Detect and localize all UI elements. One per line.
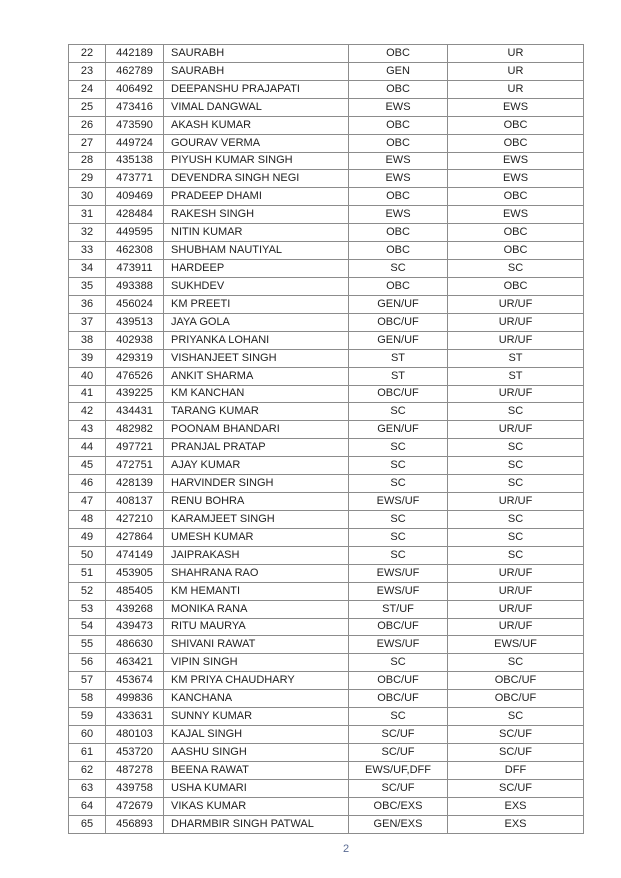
cell-candidate-name: KAJAL SINGH [164,726,349,744]
cell-serial-number: 25 [69,98,106,116]
cell-roll-number: 439758 [106,779,164,797]
cell-category: ST [349,349,448,367]
table-row [69,743,584,761]
table-row [69,779,584,797]
cell-allotted-category: OBC [448,188,584,206]
cell-allotted-category: EWS/UF [448,636,584,654]
cell-roll-number: 408137 [106,493,164,511]
table-row [69,726,584,744]
cell-candidate-name: DHARMBIR SINGH PATWAL [164,815,349,833]
cell-allotted-category: SC [448,475,584,493]
table-row [69,170,584,188]
cell-candidate-name: JAYA GOLA [164,313,349,331]
cell-category: OBC [349,45,448,63]
cell-candidate-name: PRADEEP DHAMI [164,188,349,206]
cell-candidate-name: SAURABH [164,45,349,63]
cell-roll-number: 472679 [106,797,164,815]
cell-roll-number: 473771 [106,170,164,188]
cell-roll-number: 453674 [106,672,164,690]
cell-candidate-name: RITU MAURYA [164,618,349,636]
cell-roll-number: 433631 [106,708,164,726]
cell-allotted-category: OBC [448,242,584,260]
cell-allotted-category: OBC [448,116,584,134]
cell-roll-number: 462789 [106,62,164,80]
cell-allotted-category: EXS [448,797,584,815]
cell-candidate-name: KM PREETI [164,295,349,313]
cell-category: EWS/UF [349,564,448,582]
cell-category: SC [349,546,448,564]
cell-roll-number: 439513 [106,313,164,331]
cell-serial-number: 27 [69,134,106,152]
cell-category: OBC/UF [349,672,448,690]
cell-category: EWS [349,206,448,224]
cell-roll-number: 456024 [106,295,164,313]
cell-serial-number: 39 [69,349,106,367]
cell-allotted-category: UR/UF [448,618,584,636]
cell-serial-number: 28 [69,152,106,170]
cell-roll-number: 482982 [106,421,164,439]
cell-candidate-name: JAIPRAKASH [164,546,349,564]
table-row [69,295,584,313]
cell-roll-number: 427210 [106,510,164,528]
cell-allotted-category: SC [448,654,584,672]
cell-category: EWS [349,170,448,188]
cell-candidate-name: NITIN KUMAR [164,224,349,242]
cell-roll-number: 497721 [106,439,164,457]
cell-allotted-category: DFF [448,761,584,779]
cell-roll-number: 453720 [106,743,164,761]
page-number: 2 [342,843,350,855]
table-row [69,457,584,475]
cell-allotted-category: UR [448,45,584,63]
cell-category: SC [349,708,448,726]
cell-category: GEN/UF [349,421,448,439]
table-row [69,475,584,493]
cell-serial-number: 58 [69,690,106,708]
table-row [69,797,584,815]
cell-serial-number: 42 [69,403,106,421]
cell-allotted-category: UR/UF [448,564,584,582]
cell-candidate-name: SHUBHAM NAUTIYAL [164,242,349,260]
cell-roll-number: 487278 [106,761,164,779]
table-row [69,385,584,403]
cell-serial-number: 47 [69,493,106,511]
cell-allotted-category: EXS [448,815,584,833]
cell-serial-number: 33 [69,242,106,260]
cell-candidate-name: BEENA RAWAT [164,761,349,779]
cell-category: SC [349,654,448,672]
cell-candidate-name: RAKESH SINGH [164,206,349,224]
cell-serial-number: 51 [69,564,106,582]
cell-serial-number: 61 [69,743,106,761]
cell-allotted-category: SC [448,457,584,475]
cell-category: EWS [349,152,448,170]
cell-roll-number: 434431 [106,403,164,421]
table-row [69,403,584,421]
cell-allotted-category: EWS [448,206,584,224]
cell-allotted-category: SC/UF [448,726,584,744]
cell-category: OBC/UF [349,385,448,403]
cell-serial-number: 43 [69,421,106,439]
cell-allotted-category: OBC/UF [448,672,584,690]
cell-serial-number: 63 [69,779,106,797]
cell-serial-number: 24 [69,80,106,98]
table-row [69,528,584,546]
cell-serial-number: 48 [69,510,106,528]
cell-candidate-name: SAURABH [164,62,349,80]
cell-allotted-category: EWS [448,170,584,188]
cell-candidate-name: VIKAS KUMAR [164,797,349,815]
cell-allotted-category: UR/UF [448,385,584,403]
cell-allotted-category: OBC [448,277,584,295]
cell-candidate-name: VIMAL DANGWAL [164,98,349,116]
cell-candidate-name: HARVINDER SINGH [164,475,349,493]
cell-allotted-category: SC [448,528,584,546]
cell-roll-number: 473416 [106,98,164,116]
table-row [69,98,584,116]
cell-roll-number: 486630 [106,636,164,654]
cell-roll-number: 493388 [106,277,164,295]
cell-roll-number: 402938 [106,331,164,349]
table-row [69,62,584,80]
cell-candidate-name: UMESH KUMAR [164,528,349,546]
cell-candidate-name: VISHANJEET SINGH [164,349,349,367]
cell-category: EWS/UF,DFF [349,761,448,779]
cell-category: OBC/UF [349,313,448,331]
cell-roll-number: 409469 [106,188,164,206]
cell-allotted-category: SC [448,260,584,278]
table-row [69,367,584,385]
cell-serial-number: 22 [69,45,106,63]
cell-serial-number: 40 [69,367,106,385]
cell-serial-number: 50 [69,546,106,564]
table-row [69,493,584,511]
cell-candidate-name: DEEPANSHU PRAJAPATI [164,80,349,98]
cell-serial-number: 30 [69,188,106,206]
cell-serial-number: 62 [69,761,106,779]
table-row [69,690,584,708]
cell-serial-number: 65 [69,815,106,833]
cell-allotted-category: SC [448,708,584,726]
cell-serial-number: 64 [69,797,106,815]
table-row [69,761,584,779]
cell-candidate-name: KANCHANA [164,690,349,708]
cell-serial-number: 49 [69,528,106,546]
cell-allotted-category: OBC [448,134,584,152]
cell-category: OBC [349,242,448,260]
cell-serial-number: 59 [69,708,106,726]
cell-roll-number: 427864 [106,528,164,546]
results-table-body [69,45,584,834]
table-row [69,564,584,582]
table-row [69,206,584,224]
cell-category: EWS [349,98,448,116]
cell-serial-number: 57 [69,672,106,690]
cell-category: OBC [349,116,448,134]
cell-roll-number: 428139 [106,475,164,493]
cell-roll-number: 456893 [106,815,164,833]
cell-allotted-category: EWS [448,98,584,116]
table-row [69,421,584,439]
cell-candidate-name: KM PRIYA CHAUDHARY [164,672,349,690]
cell-allotted-category: UR/UF [448,295,584,313]
cell-roll-number: 449724 [106,134,164,152]
cell-serial-number: 26 [69,116,106,134]
table-row [69,152,584,170]
cell-roll-number: 499836 [106,690,164,708]
table-row [69,618,584,636]
cell-roll-number: 476526 [106,367,164,385]
cell-roll-number: 406492 [106,80,164,98]
cell-candidate-name: HARDEEP [164,260,349,278]
cell-candidate-name: RENU BOHRA [164,493,349,511]
cell-serial-number: 32 [69,224,106,242]
cell-candidate-name: ANKIT SHARMA [164,367,349,385]
cell-category: OBC [349,224,448,242]
cell-candidate-name: DEVENDRA SINGH NEGI [164,170,349,188]
cell-category: OBC [349,277,448,295]
cell-roll-number: 480103 [106,726,164,744]
cell-serial-number: 45 [69,457,106,475]
cell-serial-number: 52 [69,582,106,600]
table-row [69,188,584,206]
table-row [69,439,584,457]
cell-roll-number: 463421 [106,654,164,672]
cell-serial-number: 44 [69,439,106,457]
cell-serial-number: 41 [69,385,106,403]
cell-candidate-name: AASHU SINGH [164,743,349,761]
cell-category: SC/UF [349,726,448,744]
cell-roll-number: 462308 [106,242,164,260]
table-row [69,242,584,260]
cell-category: EWS/UF [349,493,448,511]
cell-category: ST [349,367,448,385]
cell-roll-number: 473590 [106,116,164,134]
cell-candidate-name: AJAY KUMAR [164,457,349,475]
cell-candidate-name: MONIKA RANA [164,600,349,618]
cell-allotted-category: UR/UF [448,421,584,439]
cell-candidate-name: SUKHDEV [164,277,349,295]
cell-serial-number: 29 [69,170,106,188]
table-row [69,815,584,833]
cell-serial-number: 53 [69,600,106,618]
table-row [69,277,584,295]
table-row [69,672,584,690]
cell-allotted-category: SC [448,510,584,528]
cell-candidate-name: TARANG KUMAR [164,403,349,421]
cell-roll-number: 472751 [106,457,164,475]
table-row [69,546,584,564]
cell-category: SC [349,528,448,546]
cell-candidate-name: SHIVANI RAWAT [164,636,349,654]
cell-allotted-category: SC [448,439,584,457]
cell-allotted-category: UR [448,62,584,80]
table-row [69,45,584,63]
cell-serial-number: 37 [69,313,106,331]
table-row [69,134,584,152]
cell-category: SC/UF [349,743,448,761]
cell-allotted-category: UR [448,80,584,98]
cell-roll-number: 429319 [106,349,164,367]
cell-allotted-category: UR/UF [448,313,584,331]
cell-serial-number: 46 [69,475,106,493]
cell-allotted-category: SC/UF [448,743,584,761]
table-row [69,116,584,134]
cell-category: GEN/UF [349,331,448,349]
cell-category: OBC [349,188,448,206]
cell-candidate-name: AKASH KUMAR [164,116,349,134]
cell-roll-number: 453905 [106,564,164,582]
cell-allotted-category: OBC [448,224,584,242]
cell-candidate-name: GOURAV VERMA [164,134,349,152]
cell-category: ST/UF [349,600,448,618]
cell-roll-number: 442189 [106,45,164,63]
cell-category: OBC/UF [349,618,448,636]
cell-category: OBC/EXS [349,797,448,815]
table-row [69,510,584,528]
cell-candidate-name: KM HEMANTI [164,582,349,600]
cell-candidate-name: PIYUSH KUMAR SINGH [164,152,349,170]
table-row [69,331,584,349]
cell-serial-number: 35 [69,277,106,295]
cell-roll-number: 439473 [106,618,164,636]
cell-category: GEN [349,62,448,80]
cell-candidate-name: KARAMJEET SINGH [164,510,349,528]
cell-category: SC [349,475,448,493]
cell-roll-number: 473911 [106,260,164,278]
table-row [69,600,584,618]
cell-category: OBC [349,80,448,98]
cell-roll-number: 439225 [106,385,164,403]
cell-roll-number: 435138 [106,152,164,170]
cell-allotted-category: UR/UF [448,331,584,349]
cell-allotted-category: OBC/UF [448,690,584,708]
cell-roll-number: 428484 [106,206,164,224]
cell-serial-number: 55 [69,636,106,654]
cell-candidate-name: VIPIN SINGH [164,654,349,672]
cell-allotted-category: UR/UF [448,600,584,618]
cell-category: OBC/UF [349,690,448,708]
cell-candidate-name: SHAHRANA RAO [164,564,349,582]
cell-candidate-name: PRANJAL PRATAP [164,439,349,457]
cell-serial-number: 31 [69,206,106,224]
cell-allotted-category: UR/UF [448,582,584,600]
table-row [69,313,584,331]
cell-serial-number: 36 [69,295,106,313]
cell-allotted-category: SC [448,546,584,564]
cell-category: SC [349,457,448,475]
cell-serial-number: 60 [69,726,106,744]
cell-allotted-category: ST [448,349,584,367]
cell-category: OBC [349,134,448,152]
cell-serial-number: 56 [69,654,106,672]
cell-allotted-category: EWS [448,152,584,170]
table-row [69,708,584,726]
cell-serial-number: 34 [69,260,106,278]
cell-category: SC [349,260,448,278]
cell-candidate-name: KM KANCHAN [164,385,349,403]
cell-category: SC [349,510,448,528]
cell-candidate-name: USHA KUMARI [164,779,349,797]
cell-serial-number: 54 [69,618,106,636]
table-row [69,582,584,600]
cell-category: SC [349,439,448,457]
cell-category: GEN/UF [349,295,448,313]
cell-roll-number: 474149 [106,546,164,564]
cell-serial-number: 23 [69,62,106,80]
table-row [69,349,584,367]
cell-roll-number: 439268 [106,600,164,618]
cell-category: SC/UF [349,779,448,797]
table-row [69,636,584,654]
table-row [69,654,584,672]
cell-roll-number: 449595 [106,224,164,242]
cell-allotted-category: SC/UF [448,779,584,797]
cell-roll-number: 485405 [106,582,164,600]
table-row [69,260,584,278]
cell-allotted-category: UR/UF [448,493,584,511]
cell-category: EWS/UF [349,582,448,600]
cell-allotted-category: SC [448,403,584,421]
table-row [69,224,584,242]
cell-candidate-name: SUNNY KUMAR [164,708,349,726]
cell-candidate-name: POONAM BHANDARI [164,421,349,439]
cell-category: EWS/UF [349,636,448,654]
cell-allotted-category: ST [448,367,584,385]
table-row [69,80,584,98]
cell-serial-number: 38 [69,331,106,349]
cell-category: SC [349,403,448,421]
cell-candidate-name: PRIYANKA LOHANI [164,331,349,349]
results-table [68,44,584,834]
cell-category: GEN/EXS [349,815,448,833]
